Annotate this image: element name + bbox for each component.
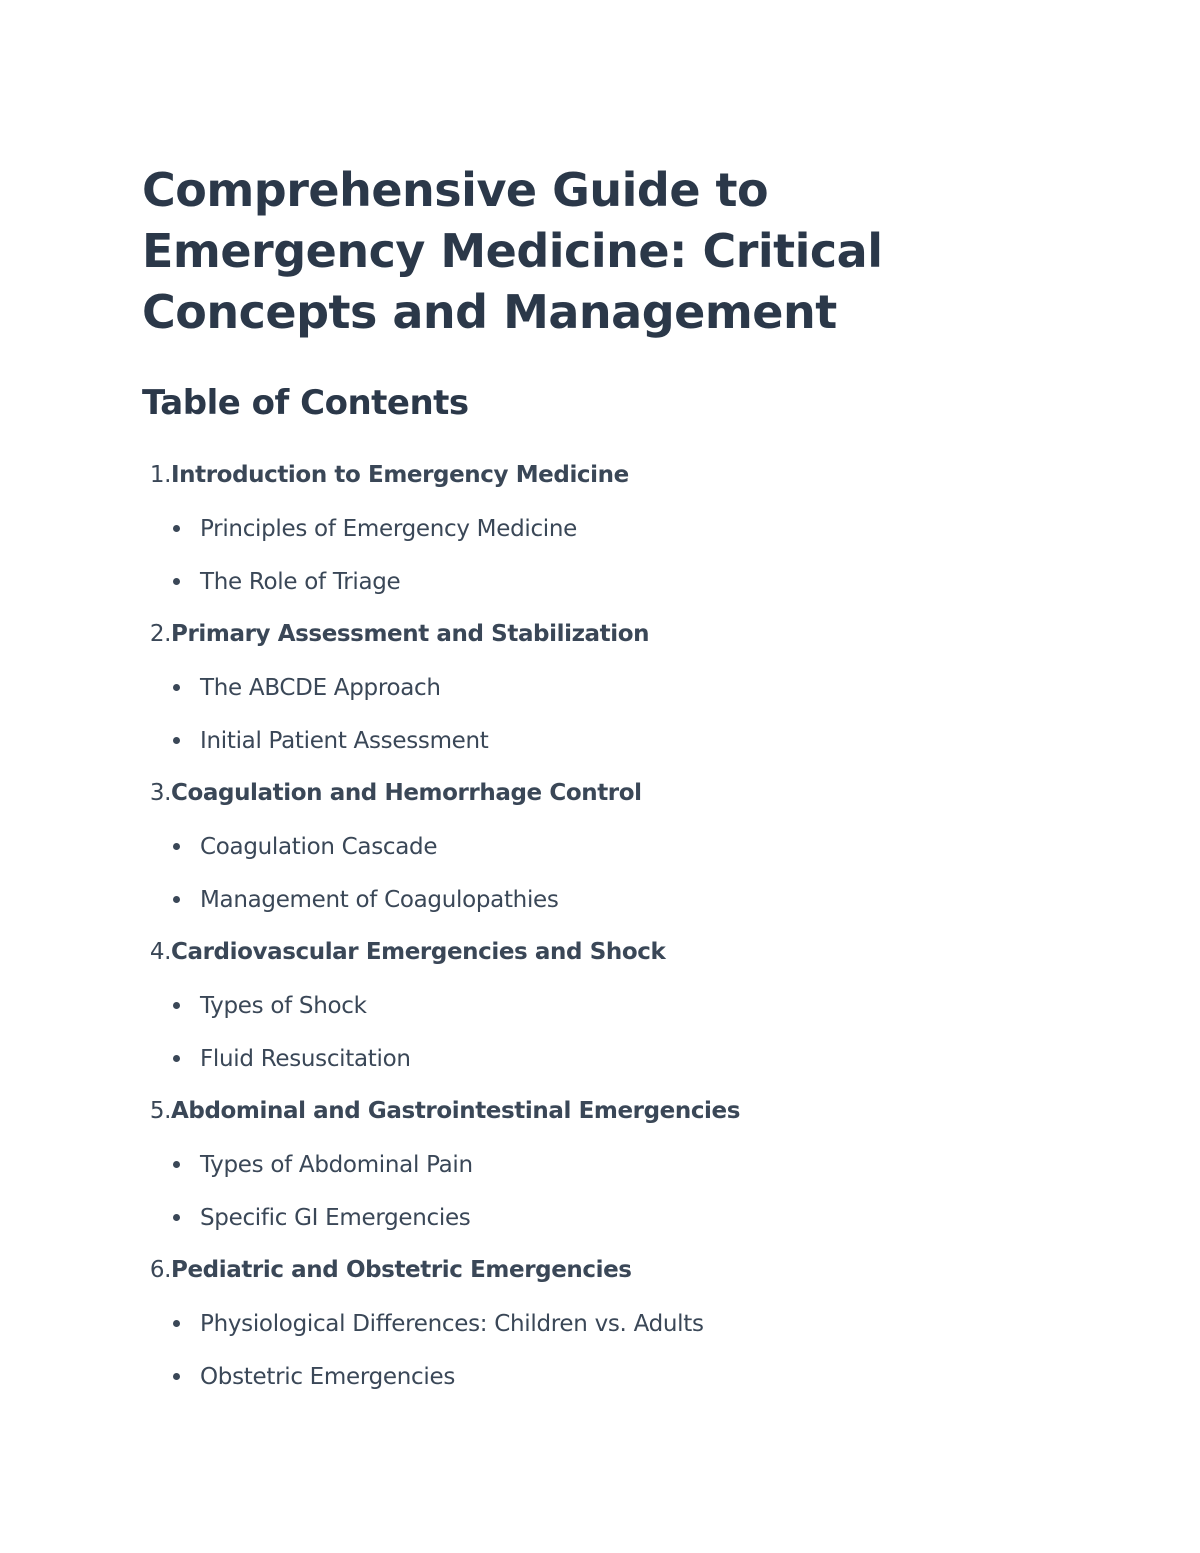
toc-subsection-link[interactable]: Types of Shock (200, 992, 367, 1019)
toc-section-row (142, 767, 1042, 820)
toc-subsection-link[interactable]: Obstetric Emergencies (200, 1363, 456, 1390)
toc-section-link[interactable]: Coagulation and Hemorrhage Control (171, 780, 642, 806)
toc-heading: Table of Contents (142, 383, 469, 423)
toc-subsection-link[interactable]: The ABCDE Approach (200, 674, 441, 701)
toc-subsection-list (142, 502, 1042, 608)
toc-section (142, 608, 1042, 767)
bullet-icon (173, 525, 180, 532)
bullet-icon (173, 896, 180, 903)
toc-section (142, 1085, 1042, 1244)
toc-subsection-item (142, 502, 1042, 555)
toc-section-link[interactable]: Pediatric and Obstetric Emergencies (171, 1257, 632, 1283)
toc-section-link[interactable]: Primary Assessment and Stabilization (171, 621, 650, 647)
toc-subsection-item (142, 555, 1042, 608)
toc-section (142, 767, 1042, 926)
toc-subsection-link[interactable]: Fluid Resuscitation (200, 1045, 411, 1072)
toc-subsection-link[interactable]: Management of Coagulopathies (200, 886, 559, 913)
toc-section-row (142, 1244, 1042, 1297)
toc-subsection-link[interactable]: Physiological Differences: Children vs. Adults (200, 1310, 704, 1337)
bullet-icon (173, 1320, 180, 1327)
toc-section-number: 6. (149, 1257, 171, 1283)
toc-list (142, 449, 1042, 1403)
toc-subsection-item (142, 714, 1042, 767)
toc-section-link[interactable]: Cardiovascular Emergencies and Shock (171, 939, 666, 965)
toc-subsection-list (142, 661, 1042, 767)
toc-subsection-item (142, 1191, 1042, 1244)
toc-section-number: 3. (149, 780, 171, 806)
toc-subsection-link[interactable]: The Role of Triage (200, 568, 401, 595)
document-page (142, 160, 1042, 1403)
toc-subsection-link[interactable]: Principles of Emergency Medicine (200, 515, 578, 542)
toc-section-row (142, 926, 1042, 979)
bullet-icon (173, 737, 180, 744)
toc-section-number: 4. (149, 939, 171, 965)
toc-section (142, 449, 1042, 608)
toc-subsection-link[interactable]: Initial Patient Assessment (200, 727, 489, 754)
bullet-icon (173, 684, 180, 691)
toc-section-number: 1. (149, 462, 171, 488)
bullet-icon (173, 1161, 180, 1168)
toc-section-number: 5. (149, 1098, 171, 1124)
toc-subsection-list (142, 1138, 1042, 1244)
toc-subsection-link[interactable]: Types of Abdominal Pain (200, 1151, 473, 1178)
toc-subsection-item (142, 1032, 1042, 1085)
toc-subsection-list (142, 979, 1042, 1085)
toc-section-link[interactable]: Introduction to Emergency Medicine (171, 462, 629, 488)
toc-subsection-item (142, 1297, 1042, 1350)
toc-section-row (142, 608, 1042, 661)
toc-subsection-list (142, 1297, 1042, 1403)
toc-subsection-item (142, 873, 1042, 926)
toc-section-row (142, 1085, 1042, 1138)
toc-section (142, 926, 1042, 1085)
bullet-icon (173, 1373, 180, 1380)
toc-section-row (142, 449, 1042, 502)
bullet-icon (173, 1002, 180, 1009)
toc-section-number: 2. (149, 621, 171, 647)
bullet-icon (173, 1055, 180, 1062)
document-title: Comprehensive Guide to Emergency Medicine: Critical Concepts and Management (142, 163, 883, 339)
toc-subsection-item (142, 661, 1042, 714)
toc-subsection-item (142, 820, 1042, 873)
toc-subsection-item (142, 1138, 1042, 1191)
toc-subsection-item (142, 1350, 1042, 1403)
bullet-icon (173, 843, 180, 850)
toc-section-link[interactable]: Abdominal and Gastrointestinal Emergencies (171, 1098, 741, 1124)
bullet-icon (173, 1214, 180, 1221)
toc-subsection-item (142, 979, 1042, 1032)
toc-subsection-list (142, 820, 1042, 926)
toc-section (142, 1244, 1042, 1403)
toc-subsection-link[interactable]: Specific GI Emergencies (200, 1204, 471, 1231)
bullet-icon (173, 578, 180, 585)
toc-subsection-link[interactable]: Coagulation Cascade (200, 833, 438, 860)
